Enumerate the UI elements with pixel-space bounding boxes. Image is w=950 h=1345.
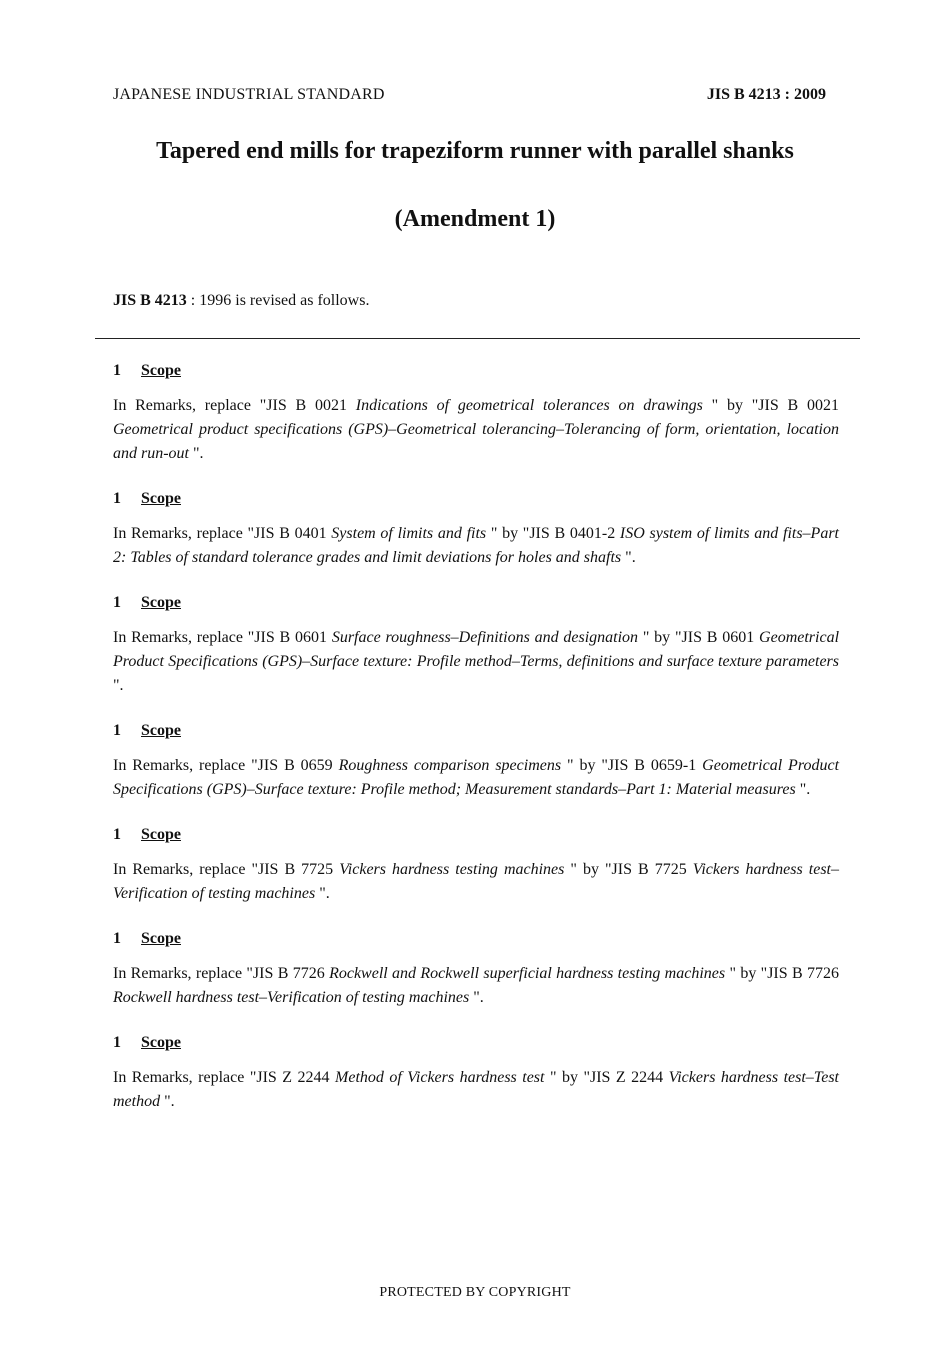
- amendment-item: [113, 592, 839, 698]
- divider-line: [95, 338, 860, 339]
- clause-heading: [113, 824, 839, 846]
- replace-middle: " by "JIS Z 2244: [544, 1069, 669, 1086]
- amendment-item: [113, 360, 839, 466]
- clause-text: [113, 1066, 839, 1114]
- old-reference-title: Vickers hardness testing machines: [339, 861, 565, 878]
- clause-heading: [113, 592, 839, 614]
- replace-middle: " by "JIS B 7725: [564, 861, 693, 878]
- replace-middle: " by "JIS B 0401-2: [486, 525, 620, 542]
- standard-label: JAPANESE INDUSTRIAL STANDARD: [113, 86, 385, 103]
- replace-middle: " by "JIS B 0021: [702, 397, 839, 414]
- clause-text: [113, 626, 839, 698]
- replace-suffix: ".: [315, 885, 330, 902]
- new-reference-title: Geometrical product specifications (GPS)–Geometrical tolerancing–Tolerancing of form, orientation, location and run-out: [113, 421, 839, 462]
- clause-number: 1: [113, 1034, 121, 1051]
- clause-title: Scope: [141, 722, 181, 739]
- amendment-item: [113, 488, 839, 570]
- clause-title: Scope: [141, 930, 181, 947]
- clause-text: [113, 394, 839, 466]
- amendment-item: [113, 928, 839, 1010]
- amendment-list: [113, 360, 839, 1136]
- replace-prefix: In Remarks, replace "JIS B 0659: [113, 757, 339, 774]
- replace-prefix: In Remarks, replace "JIS Z 2244: [113, 1069, 336, 1086]
- old-reference-title: Indications of geometrical tolerances on drawings: [355, 397, 703, 414]
- clause-title: Scope: [141, 1034, 181, 1051]
- clause-number: 1: [113, 490, 121, 507]
- replace-prefix: In Remarks, replace "JIS B 0401: [113, 525, 332, 542]
- new-reference-title: Rockwell hardness test–Verification of testing machines: [113, 989, 470, 1006]
- new-reference-title: Vickers hardness test–Verification of testing machines: [113, 861, 839, 902]
- new-reference-title: Vickers hardness test–Test method: [113, 1069, 839, 1110]
- new-reference-title: Geometrical Product Specifications (GPS)–Surface texture: Profile method–Terms, definitions and surface texture parameters: [113, 629, 840, 670]
- clause-number: 1: [113, 594, 121, 611]
- clause-text: [113, 522, 839, 570]
- clause-number: 1: [113, 930, 121, 947]
- replace-middle: " by "JIS B 7726: [725, 965, 840, 982]
- replace-middle: " by "JIS B 0659-1: [561, 757, 703, 774]
- clause-text: [113, 858, 839, 906]
- old-reference-title: Roughness comparison specimens: [338, 757, 562, 774]
- clause-number: 1: [113, 362, 121, 379]
- clause-heading: [113, 360, 839, 382]
- new-reference-title: Geometrical Product Specifications (GPS)–Surface texture: Profile method; Measurement standards–Part 1: Material measures: [113, 757, 840, 798]
- clause-heading: [113, 488, 839, 510]
- document-subtitle: (Amendment 1): [394, 206, 556, 232]
- replace-prefix: In Remarks, replace "JIS B 0601: [113, 629, 332, 646]
- old-reference-title: Rockwell and Rockwell superficial hardness testing machines: [329, 965, 726, 982]
- clause-text: [113, 754, 839, 802]
- replace-middle: " by "JIS B 0601: [638, 629, 760, 646]
- replace-suffix: ".: [621, 549, 636, 566]
- intro-statement: [113, 292, 369, 310]
- clause-title: Scope: [141, 826, 181, 843]
- replace-suffix: ".: [160, 1093, 175, 1110]
- clause-title: Scope: [141, 594, 181, 611]
- clause-number: 1: [113, 722, 121, 739]
- clause-heading: [113, 928, 839, 950]
- clause-title: Scope: [141, 362, 181, 379]
- old-reference-title: Method of Vickers hardness test: [335, 1069, 545, 1086]
- new-reference-title: ISO system of limits and fits–Part 2: Tables of standard tolerance grades and limit deviations for holes and shafts: [113, 525, 840, 566]
- old-reference-title: System of limits and fits: [331, 525, 487, 542]
- clause-text: [113, 962, 839, 1010]
- clause-number: 1: [113, 826, 121, 843]
- old-reference-title: Surface roughness–Definitions and designation: [331, 629, 639, 646]
- replace-prefix: In Remarks, replace "JIS B 7725: [113, 861, 340, 878]
- intro-text: : 1996 is revised as follows.: [186, 292, 370, 309]
- document-title: Tapered end mills for trapeziform runner with parallel shanks: [156, 138, 794, 164]
- replace-prefix: In Remarks, replace "JIS B 7726: [113, 965, 330, 982]
- clause-heading: [113, 1032, 839, 1054]
- intro-reference: JIS B 4213: [113, 292, 187, 309]
- replace-suffix: ".: [189, 445, 204, 462]
- clause-heading: [113, 720, 839, 742]
- amendment-item: [113, 1032, 839, 1114]
- amendment-item: [113, 720, 839, 802]
- replace-suffix: ".: [469, 989, 484, 1006]
- standard-number: JIS B 4213 : 2009: [706, 86, 826, 103]
- replace-suffix: ".: [795, 781, 811, 798]
- replace-suffix: ".: [113, 677, 124, 694]
- copyright-footer: PROTECTED BY COPYRIGHT: [379, 1285, 571, 1300]
- replace-prefix: In Remarks, replace "JIS B 0021: [113, 397, 356, 414]
- clause-title: Scope: [141, 490, 181, 507]
- amendment-item: [113, 824, 839, 906]
